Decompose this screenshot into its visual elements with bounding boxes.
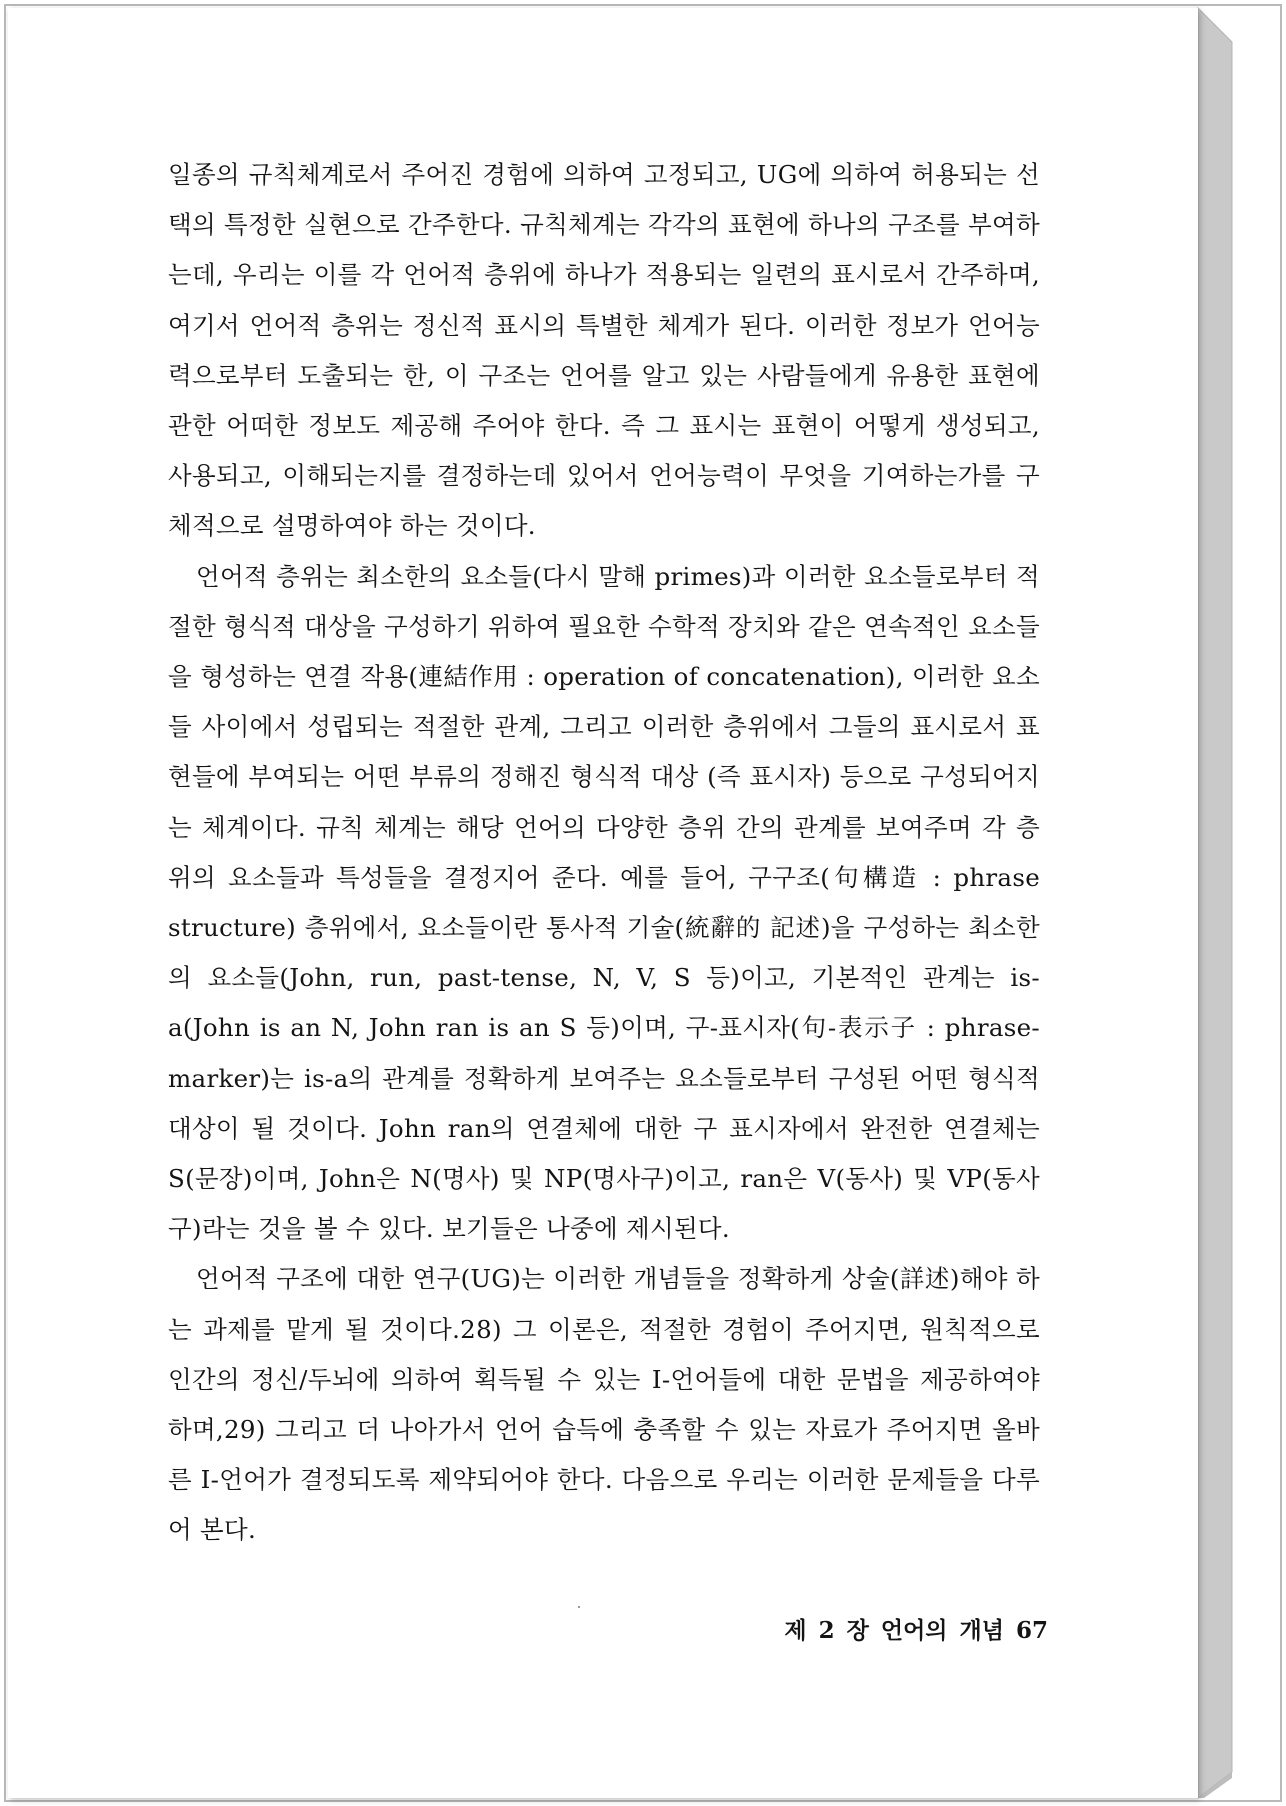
print-speck [578, 1606, 580, 1608]
running-head: 제 2 장 언어의 개념 [784, 1617, 1004, 1644]
paragraph-3: 언어적 구조에 대한 연구(UG)는 이러한 개념들을 정확하게 상술(詳述)해야 하는 과제를 맡게 될 것이다.28) 그 이론은, 적절한 경험이 주어지면, 원칙적으로 인간의 정신/두뇌에 의하여 획득될 수 있는 I-언어들에 대한 문법을 제공하여야 하며,29) 그리고 더 나아가서 언어 습득에 충족할 수 있는 자료가 주어지면 올바른 I-언어가 결정되도록 제약되어야 한다. 다음으로 우리는 이러한 문제들을 다루어 본다. [168, 1264, 1040, 1545]
page-edge [1198, 8, 1232, 1798]
page-footer [748, 1612, 1048, 1645]
page-number: 67 [1015, 1617, 1048, 1644]
paragraph-1: 일종의 규칙체계로서 주어진 경험에 의하여 고정되고, UG에 의하여 허용되는 선택의 특정한 실현으로 간주한다. 규칙체계는 각각의 표현에 하나의 구조를 부여하는데, 우리는 이를 각 언어적 층위에 하나가 적용되는 일련의 표시로서 간주하며, 여기서 언어적 층위는 정신적 표시의 특별한 체계가 된다. 이러한 정보가 언어능력으로부터 도출되는 한, 이 구조는 언어를 알고 있는 사람들에게 유용한 표현에 관한 어떠한 정보도 제공해 주어야 한다. 즉 그 표시는 표현이 어떻게 생성되고, 사용되고, 이해되는지를 결정하는데 있어서 언어능력이 무엇을 기여하는가를 구체적으로 설명하여야 하는 것이다. [168, 160, 1040, 541]
body-text [168, 150, 1040, 1556]
book-page [8, 8, 1198, 1798]
paragraph-2: 언어적 층위는 최소한의 요소들(다시 말해 primes)과 이러한 요소들로부터 적절한 형식적 대상을 구성하기 위하여 필요한 수학적 장치와 같은 연속적인 요소들을 형성하는 연결 작용(連結作用 : operation of concatenation), 이러한 요소들 사이에서 성립되는 적절한 관계, 그리고 이러한 층위에서 그들의 표시로서 표현들에 부여되는 어떤 부류의 정해진 형식적 대상 (즉 표시자) 등으로 구성되어지는 체계이다. 규칙 체계는 해당 언어의 다양한 층위 간의 관계를 보여주며 각 층위의 요소들과 특성들을 결정지어 준다. 예를 들어, 구구조(句構造 : phrase structure) 층위에서, 요소들이란 통사적 기술(統辭的 記述)을 구성하는 최소한의 요소들(John, run, past-tense, N, V, S 등)이고, 기본적인 관계는 is-a(John is an N, John ran is an S 등)이며, 구-표시자(句-表示子 : phrase-marker)는 is-a의 관계를 정확하게 보여주는 요소들로부터 구성된 어떤 형식적 대상이 될 것이다. John ran의 연결체에 대한 구 표시자에서 완전한 연결체는 S(문장)이며, John은 N(명사) 및 NP(명사구)이고, ran은 V(동사) 및 VP(동사구)라는 것을 볼 수 있다. 보기들은 나중에 제시된다. [168, 561, 1040, 1244]
